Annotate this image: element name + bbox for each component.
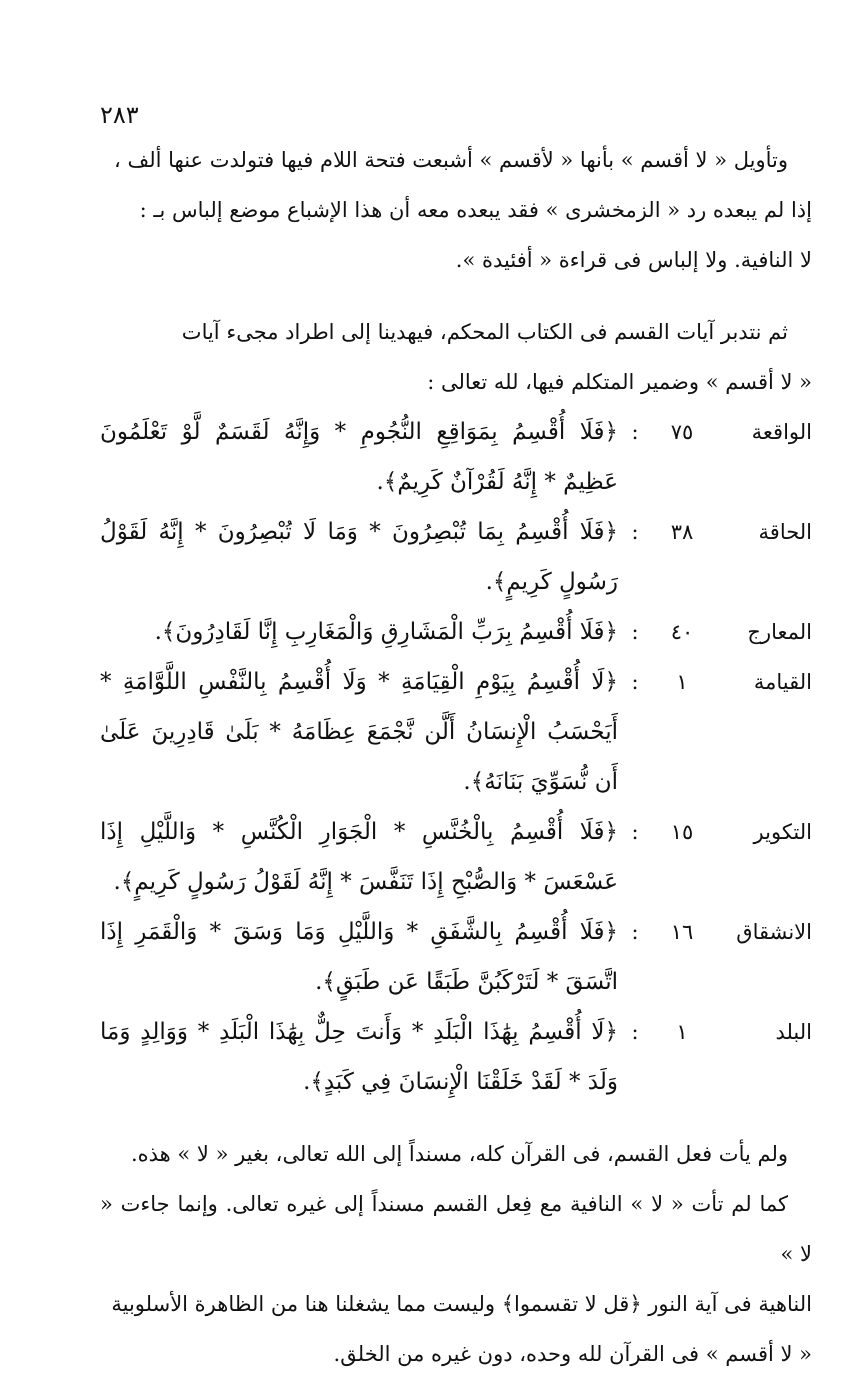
text-line: كما لم تأت « لا » النافية مع فِعل القسم مسنداً إلى غيره تعالى. وإنما جاءت « لا » [100,1192,812,1266]
verse-text: ﴿فَلَا أُقْسِمُ بِمَوَاقِعِ النُّجُومِ * وَإِنَّهُ لَقَسَمٌ لَّوْ تَعْلَمُونَ عَظِيمٌ * إِنَّهُ لَقُرْآنٌ كَرِيمٌ﴾. [100,419,618,495]
separator: : [631,820,639,844]
text-line: لا النافية. ولا إلباس فى قراءة « أفئيدة ». [455,248,812,272]
verse-text: ﴿فَلَا أُقْسِمُ بِالشَّفَقِ * وَاللَّيْلِ وَمَا وَسَقَ * وَالْقَمَرِ إِذَا اتَّسَقَ * لَتَرْكَبُنَّ طَبَقًا عَن طَبَقٍ﴾. [100,919,618,995]
verse-number: ١ [676,1020,688,1044]
text-line: ولم يأت فعل القسم، فى القرآن كله، مسنداً إلى الله تعالى، بغير « لا » هذه. [130,1142,788,1166]
verse-entry [100,1007,812,1107]
separator: : [631,1020,639,1044]
closing-paragraph [100,1129,812,1379]
verse-text: ﴿لَا أُقْسِمُ بِهَٰذَا الْبَلَدِ * وَأَنتَ حِلٌّ بِهَٰذَا الْبَلَدِ * وَوَالِدٍ وَمَا وَلَدَ * لَقَدْ خَلَقْنَا الْإِنسَانَ فِي كَبَدٍ﴾. [100,1019,618,1095]
verse-entry [100,607,812,657]
surah-name: البلد [775,1020,812,1044]
text-line: « لا أقسم » فى القرآن لله وحده، دون غيره من الخلق. [333,1342,812,1366]
text-line: وتأويل « لا أقسم » بأنها « لأقسم » أشبعت فتحة اللام فيها فتولدت عنها ألف ، [114,148,788,172]
verse-text: ﴿فَلَا أُقْسِمُ بِالْخُنَّسِ * الْجَوَارِ الْكُنَّسِ * وَاللَّيْلِ إِذَا عَسْعَسَ * وَالصُّبْحِ إِذَا تَنَفَّسَ * إِنَّهُ لَقَوْلُ رَسُولٍ كَرِيمٍ﴾. [100,819,618,895]
surah-name: الانشقاق [736,920,812,944]
surah-name: التكوير [753,820,812,844]
verse-entry [100,807,812,907]
verse-list [100,407,812,1107]
verse-number: ١٦ [670,920,694,944]
verse-number: ١ [676,670,688,694]
separator: : [631,420,639,444]
verse-text: ﴿فَلَا أُقْسِمُ بِمَا تُبْصِرُونَ * وَمَا لَا تُبْصِرُونَ * إِنَّهُ لَقَوْلُ رَسُولٍ كَرِيمٍ﴾. [100,519,618,595]
verse-number: ٤٠ [670,620,694,644]
separator: : [631,520,639,544]
book-page [100,95,812,1379]
text-line: الناهية فى آية النور ﴿قل لا تقسموا﴾ وليست مما يشغلنا هنا من الظاهرة الأسلوبية [111,1292,812,1316]
verse-number: ٧٥ [670,420,694,444]
verses-intro-paragraph [100,307,812,407]
verse-entry [100,657,812,807]
surah-name: الحاقة [758,520,812,544]
verse-entry [100,907,812,1007]
surah-name: المعارج [747,620,812,644]
verse-entry [100,407,812,507]
verse-entry [100,507,812,607]
separator: : [631,620,639,644]
verse-number: ١٥ [670,820,694,844]
surah-name: الواقعة [751,420,812,444]
text-line: ثم نتدبر آيات القسم فى الكتاب المحكم، فيهدينا إلى اطراد مجىء آيات [181,320,788,344]
surah-name: القيامة [753,670,812,694]
separator: : [631,920,639,944]
verse-number: ٣٨ [670,520,694,544]
separator: : [631,670,639,694]
intro-paragraph [100,135,812,285]
verse-text: ﴿فَلَا أُقْسِمُ بِرَبِّ الْمَشَارِقِ وَالْمَغَارِبِ إِنَّا لَقَادِرُونَ﴾. [154,619,618,645]
text-line: إذا لم يبعده رد « الزمخشرى » فقد يبعده معه أن هذا الإشباع موضع إلباس بـ : [139,198,812,222]
page-number: ٢٨٣ [100,101,139,129]
text-line: « لا أقسم » وضمير المتكلم فيها، لله تعالى : [427,370,812,394]
verse-text: ﴿لَا أُقْسِمُ بِيَوْمِ الْقِيَامَةِ * وَلَا أُقْسِمُ بِالنَّفْسِ اللَّوَّامَةِ * أَيَحْسَبُ الْإِنسَانُ أَلَّن نَّجْمَعَ عِظَامَهُ * بَلَىٰ قَادِرِينَ عَلَىٰ أَن نُّسَوِّيَ بَنَانَهُ﴾. [100,669,618,795]
